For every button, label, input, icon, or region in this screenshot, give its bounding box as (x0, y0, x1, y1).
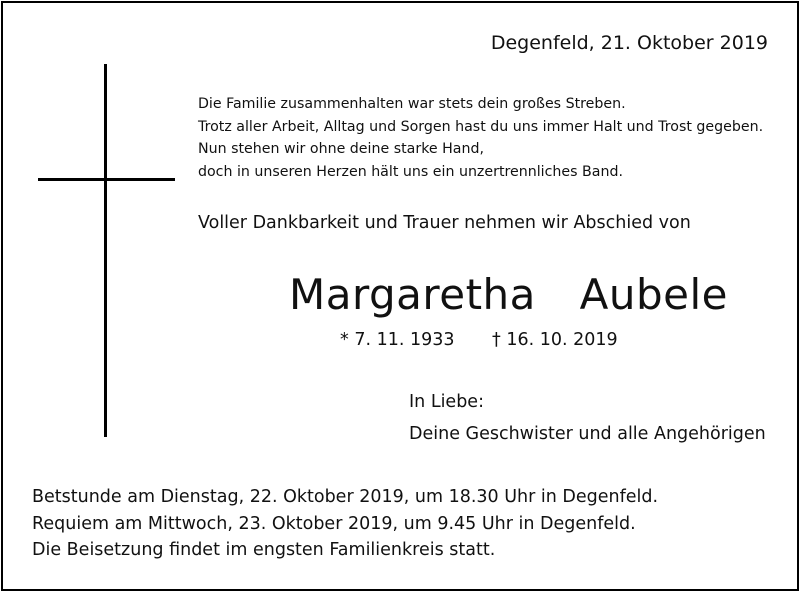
cross-icon-crossbar (38, 178, 175, 181)
service-info (32, 484, 658, 564)
poem (198, 93, 763, 183)
service-line: Requiem am Mittwoch, 23. Oktober 2019, um 9.45 Uhr in Degenfeld. (32, 513, 636, 534)
cross-icon (104, 64, 107, 437)
birth-date: * 7. 11. 1933 (340, 330, 455, 350)
place-date: Degenfeld, 21. Oktober 2019 (490, 32, 768, 54)
poem-line: Nun stehen wir ohne deine starke Hand, (198, 141, 485, 157)
poem-line: Trotz aller Arbeit, Alltag und Sorgen hast du uns immer Halt und Trost gegeben. (198, 118, 764, 135)
farewell-intro: Voller Dankbarkeit und Trauer nehmen wir Abschied von (198, 213, 691, 233)
deceased-name: Margaretha Aubele (289, 270, 728, 319)
mourners: Deine Geschwister und alle Angehörigen (409, 424, 766, 444)
poem-line: Die Familie zusammenhalten war stets dein großes Streben. (198, 96, 626, 112)
in-love-label: In Liebe: (409, 392, 484, 412)
service-line: Betstunde am Dienstag, 22. Oktober 2019, um 18.30 Uhr in Degenfeld. (32, 487, 659, 507)
death-date: † 16. 10. 2019 (492, 330, 618, 350)
service-line: Die Beisetzung findet im engsten Familienkreis statt. (32, 540, 496, 560)
poem-line: doch in unseren Herzen hält uns ein unzertrennliches Band. (198, 163, 623, 180)
